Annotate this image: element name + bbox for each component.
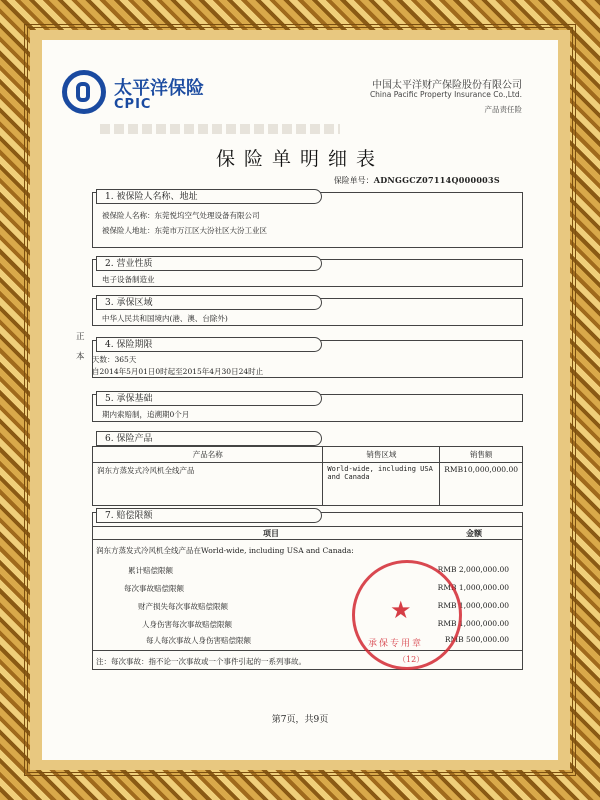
- limits-note: 注：每次事故：指不论一次事故或一个事件引起的一系列事故。: [96, 657, 306, 666]
- section-heading-business: 2. 营业性质: [96, 256, 322, 271]
- section-heading-basis: 5. 承保基础: [96, 391, 322, 406]
- brand-name-en: CPIC: [114, 97, 152, 112]
- company-name-en: China Pacific Property Insurance Co.,Ltd.: [369, 90, 522, 99]
- limits-col-amount: 金额: [466, 528, 482, 538]
- territory-text: 中华人民共和国境内(港、澳、台除外): [102, 314, 228, 323]
- limit-label-per-person: 每人每次事故人身伤害赔偿限额: [146, 636, 251, 645]
- limit-amount-property: RMB 1,000,000.00: [437, 601, 509, 610]
- product-region: World-wide, including USA and Canada: [323, 463, 440, 506]
- period-range: 自2014年5月01日0时起至2015年4月30日24时止: [92, 367, 264, 376]
- limits-table-header: [92, 526, 523, 540]
- section-heading-territory: 3. 承保区域: [96, 295, 322, 310]
- document-title: 保险单明细表: [215, 148, 384, 170]
- limit-amount-aggregate: RMB 2,000,000.00: [437, 565, 509, 574]
- section-heading-limits: 7. 赔偿限额: [96, 508, 322, 523]
- faint-header-text: [100, 124, 340, 134]
- section-heading-period: 4. 保险期限: [96, 337, 322, 352]
- insured-name: 被保险人名称：东莞悦坞空气处理设备有限公司: [102, 211, 260, 220]
- products-col-region: 销售区域: [323, 447, 440, 463]
- limit-amount-per-occurrence: RMB 1,000,000.00: [437, 583, 509, 592]
- section-heading-products: 6. 保险产品: [96, 431, 322, 446]
- cpic-logo-icon: [62, 70, 106, 114]
- limit-label-per-occurrence: 每次事故赔偿限额: [124, 584, 184, 593]
- brand-name-cn: 太平洋保险: [114, 78, 204, 99]
- limit-label-bodily-injury: 人身伤害每次事故赔偿限额: [142, 620, 232, 629]
- products-table: [92, 446, 523, 506]
- limit-amount-bodily-injury: RMB 1,000,000.00: [437, 619, 509, 628]
- insured-address: 被保险人地址：东莞市万江区大汾社区大汾工业区: [102, 226, 267, 235]
- period-days: 天数：365天: [92, 355, 137, 364]
- seal-star-icon: ★: [390, 596, 412, 624]
- product-name: 润东方蒸发式冷风机全线产品: [93, 463, 323, 506]
- limits-intro: 润东方蒸发式冷风机全线产品在World-wide, including USA and Canada:: [96, 546, 354, 555]
- table-row: [93, 463, 523, 506]
- policy-number-label: 保险单号：: [333, 176, 374, 185]
- company-name-cn: 中国太平洋财产保险股份有限公司: [372, 80, 522, 91]
- limits-col-item: 项目: [263, 528, 279, 538]
- limit-label-property: 财产损失每次事故赔偿限额: [138, 602, 228, 611]
- page-number: 第7页，共9页: [271, 715, 329, 725]
- side-mark-2: 本: [76, 352, 85, 362]
- limits-separator: [92, 650, 523, 651]
- seal-number: （12）: [398, 655, 425, 664]
- policy-number: [334, 175, 500, 186]
- seal-text: 承保专用章: [368, 639, 424, 649]
- products-col-name: 产品名称: [93, 447, 323, 463]
- limit-label-aggregate: 累计赔偿限额: [128, 566, 173, 575]
- policy-number-value: ADNGGCZ07114Q000003S: [373, 175, 500, 185]
- limit-amount-per-person: RMB 500,000.00: [444, 635, 509, 644]
- business-text: 电子设备制造业: [102, 275, 155, 284]
- section-heading-insured: 1. 被保险人名称、地址: [96, 189, 322, 204]
- insurance-type: 产品责任险: [484, 105, 522, 114]
- side-mark-1: 正: [76, 332, 85, 342]
- basis-text: 期内索赔制，追溯期0个月: [102, 410, 190, 419]
- product-sales: RMB10,000,000.00: [440, 463, 523, 506]
- products-col-sales: 销售额: [440, 447, 523, 463]
